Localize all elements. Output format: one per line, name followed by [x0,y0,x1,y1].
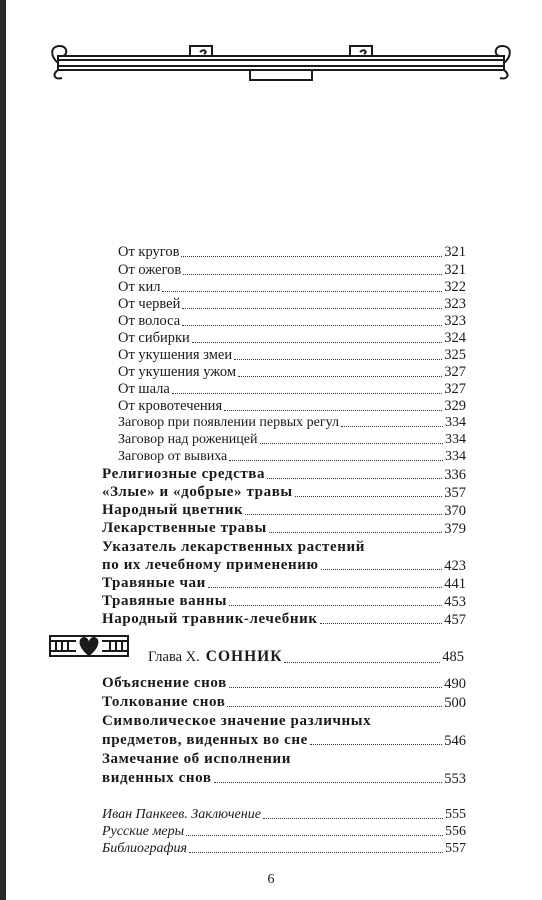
toc-section-title-line2: виденных снов [102,770,212,786]
toc-entry-title: Заговор от вывиха [118,449,228,464]
toc-section-title: Травяные ванны [102,593,228,609]
toc-entry-page: 324 [444,330,466,346]
toc-entry-title: Заговор при появлении первых регул [118,415,339,430]
toc-section [102,676,466,691]
toc-section-title-line2: предметов, виденных во сне [102,732,308,748]
toc-entry [118,365,466,380]
toc-entry-title: От кровотечения [118,398,223,414]
toc-section-title: Травяные чаи [102,575,206,591]
toc-section-title-line1: Символическое значение различных [102,713,372,729]
toc-section [102,485,466,500]
toc-entry-title: Заговор над роженицей [118,432,258,447]
toc-section-title: Религиозные средства [102,466,266,482]
toc-back-title: Иван Панкеев. Заключение [102,807,261,822]
toc-section [102,695,466,710]
toc-entry [118,280,466,295]
toc-entry-page: 321 [444,244,466,260]
chapter-label: Глава X. [148,649,200,665]
toc-section-page: 441 [444,575,466,592]
chapter-heading [148,648,464,666]
toc-section-page: 500 [444,694,466,711]
toc-entry-title: От червей [118,296,181,312]
toc-section-page: 370 [444,502,466,519]
toc-section-page: 336 [444,466,466,483]
chapter-page: 485 [442,649,464,665]
toc-back-page: 557 [445,841,466,856]
border-ornament-icon [50,42,512,82]
toc-entry [118,314,466,329]
toc-section-page: 546 [444,732,466,749]
toc-entry-page: 321 [444,262,466,278]
toc-section [102,771,466,786]
toc-back-matter [102,842,466,856]
toc-section-title-line1: Замечание об исполнении [102,751,292,767]
toc-section-title: «Злые» и «добрые» травы [102,484,293,500]
toc-entry-page: 327 [444,381,466,397]
toc-section [102,467,466,482]
toc-section [102,612,466,627]
toc-section-page: 457 [444,611,466,628]
toc-entry-page: 323 [444,296,466,312]
toc-entry-title: От шала [118,381,170,397]
toc-entry-page: 327 [444,364,466,380]
toc-back-title: Русские меры [102,824,185,839]
toc-section [102,503,466,518]
toc-entry-page: 334 [445,432,466,447]
toc-entry-page: 323 [444,313,466,329]
toc-entry [118,382,466,397]
toc-section [102,594,466,609]
toc-section [102,521,466,536]
toc-section-page: 453 [444,593,466,610]
toc-back-title: Библиография [102,841,187,856]
toc-section-page: 357 [444,484,466,501]
toc-section-title-line2: по их лечебному применению [102,557,319,573]
toc-entry-page: 322 [444,279,466,295]
toc-entry-page: 334 [445,415,466,430]
toc-entry-title: От кругов [118,244,180,260]
toc-section [102,576,466,591]
toc-section-title: Народный цветник [102,502,244,518]
toc-section [102,558,466,573]
toc-section-page: 490 [444,675,466,692]
toc-entry [118,399,466,414]
toc-section-title: Лекарственные травы [102,520,267,536]
toc-entry [118,263,466,278]
toc-section [102,733,466,748]
toc-entry-title: От ожегов [118,262,182,278]
toc-back-matter [102,825,466,839]
toc-entry [118,348,466,363]
toc-back-matter [102,808,466,822]
toc-entry [118,450,466,464]
toc-entry [118,297,466,312]
toc-section-title: Толкование снов [102,694,226,710]
toc-back-page: 555 [445,807,466,822]
toc-entry [118,433,466,447]
toc-section-title-line1: Указатель лекарственных растений [102,539,365,555]
toc-entry-page: 334 [445,449,466,464]
page-number: 6 [267,872,275,887]
toc-section-page: 423 [444,557,466,574]
toc-entry-title: От сибирки [118,330,190,346]
toc-section-page: 553 [444,770,466,787]
toc-entry [118,245,466,260]
toc-entry-title: От укушения ужом [118,364,237,380]
toc-back-page: 556 [445,824,466,839]
toc-section-page: 379 [444,520,466,537]
toc-entry-title: От укушения змеи [118,347,233,363]
toc-entry-page: 329 [444,398,466,414]
toc-entry-title: От волоса [118,313,181,329]
heart-ornament-icon [48,632,130,660]
toc-entry-title: От кил [118,279,161,295]
toc-section-title: Объяснение снов [102,675,227,691]
toc-entry [118,416,466,430]
toc-entry [118,331,466,346]
toc-section-title: Народный травник-лечебник [102,611,318,627]
toc-entry-page: 325 [444,347,466,363]
chapter-title: СОННИК [205,648,283,665]
